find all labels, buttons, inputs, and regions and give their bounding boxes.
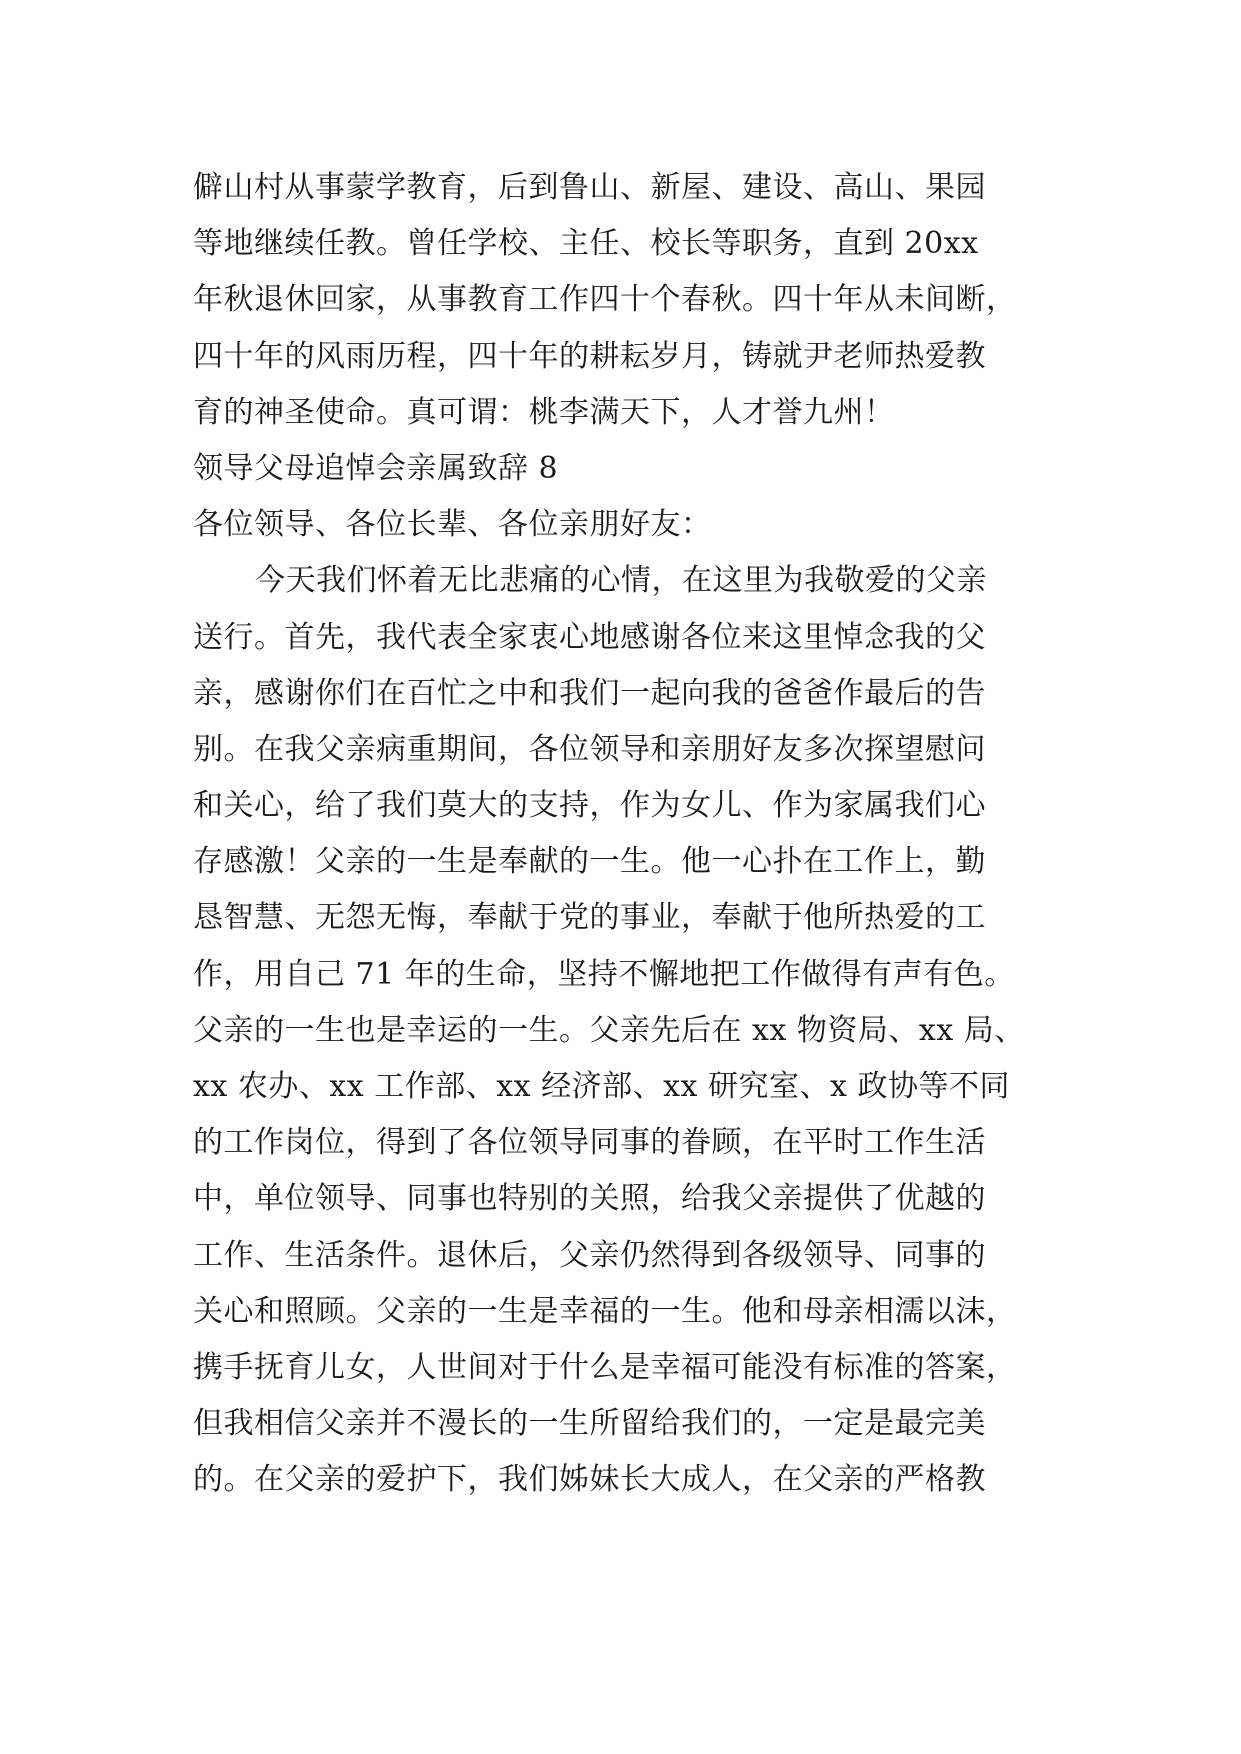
- text-line: xx 农办、xx 工作部、xx 经济部、xx 研究室、x 政协等不同: [193, 1069, 1010, 1104]
- text-line: 中，单位领导、同事也特别的关照，给我父亲提供了优越的: [193, 1181, 986, 1217]
- text-line: 今天我们怀着无比悲痛的心情，在这里为我敬爱的父亲: [255, 563, 987, 599]
- text-line: 等地继续任教。曾任学校、主任、校长等职务，直到 20xx: [193, 226, 979, 262]
- text-line: 关心和照顾。父亲的一生是幸福的一生。他和母亲相濡以沫，: [193, 1293, 1017, 1329]
- text-line: 育的神圣使命。真可谓：桃李满天下，人才誉九州！: [193, 394, 895, 430]
- text-line: 僻山村从事蒙学教育，后到鲁山、新屋、建设、高山、果园: [193, 170, 986, 205]
- text-line: 作，用自己 71 年的生命，坚持不懈地把工作做得有声有色。: [193, 956, 1015, 992]
- text-line: 亲，感谢你们在百忙之中和我们一起向我的爸爸作最后的告: [193, 675, 986, 711]
- section-heading: 领导父母追悼会亲属致辞 8: [193, 450, 559, 486]
- text-line: 的。在父亲的爱护下，我们姊妹长大成人，在父亲的严格教: [193, 1462, 986, 1498]
- text-line: 携手抚育儿女，人世间对于什么是幸福可能没有标准的答案，: [193, 1349, 1017, 1385]
- text-line: 各位领导、各位长辈、各位亲朋好友：: [193, 507, 712, 543]
- text-line: 工作、生活条件。退休后，父亲仍然得到各级领导、同事的: [193, 1237, 986, 1273]
- text-line: 的工作岗位，得到了各位领导同事的眷顾，在平时工作生活: [193, 1125, 986, 1161]
- text-line: 和关心，给了我们莫大的支持，作为女儿、作为家属我们心: [193, 788, 986, 824]
- text-line: 父亲的一生也是幸运的一生。父亲先后在 xx 物资局、xx 局、: [193, 1012, 1025, 1048]
- text-line: 年秋退休回家，从事教育工作四十个春秋。四十年从未间断，: [193, 282, 1017, 318]
- text-line: 别。在我父亲病重期间，各位领导和亲朋好友多次探望慰问: [193, 731, 986, 767]
- text-line: 送行。首先，我代表全家衷心地感谢各位来这里悼念我的父: [193, 619, 986, 655]
- text-line: 存感激！父亲的一生是奉献的一生。他一心扑在工作上，勤: [193, 844, 986, 880]
- document-body: [193, 160, 1053, 1509]
- text-line: 四十年的风雨历程，四十年的耕耘岁月，铸就尹老师热爱教: [193, 338, 986, 374]
- text-line: 但我相信父亲并不漫长的一生所留给我们的，一定是最完美: [193, 1406, 986, 1442]
- text-line: 恳智慧、无怨无悔，奉献于党的事业，奉献于他所热爱的工: [193, 900, 986, 936]
